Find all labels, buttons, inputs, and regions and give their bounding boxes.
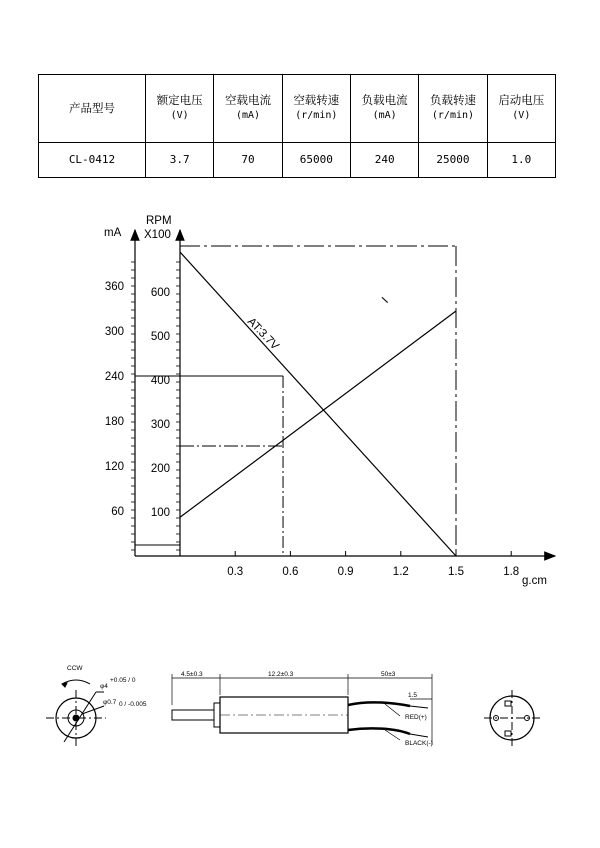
speed-tick-label: 200 (150, 463, 170, 475)
black-lead-label: BLACK(-) (405, 740, 433, 747)
dim-shaft-inner-tol: 0 / -0.005 (119, 701, 147, 708)
torque-tick-label: 0.3 (227, 566, 244, 578)
dim-strip-length: 1.5 (408, 692, 418, 699)
dim-body-length: 12.2±0.3 (268, 671, 294, 678)
speed-tick-label: 600 (150, 287, 170, 299)
value-start-voltage: 1.0 (487, 142, 555, 177)
torque-tick-label: 1.5 (448, 566, 464, 578)
header-rated-voltage: 额定电压 (V) (146, 75, 214, 143)
value-noload-current: 70 (214, 142, 282, 177)
rear-view (484, 690, 540, 746)
header-noload-speed: 空载转速 (r/min) (282, 75, 350, 143)
speed-tick-label: 400 (150, 375, 170, 387)
torque-tick-label: 1.8 (503, 566, 520, 578)
chart-marks (105, 252, 519, 578)
black-lead-strip (410, 734, 428, 737)
side-view (172, 674, 432, 745)
front-view (46, 680, 106, 746)
speed-series-line (180, 252, 456, 556)
torque-axis-label: g.cm (522, 575, 547, 587)
current-tick-label: 240 (104, 371, 124, 383)
performance-chart (104, 215, 555, 587)
header-model: 产品型号 (39, 75, 146, 143)
header-start-voltage: 启动电压 (V) (487, 75, 555, 143)
dim-shaft-outer: φ4 (100, 683, 108, 690)
current-tick-label: 360 (104, 281, 124, 293)
current-tick-label: 120 (104, 461, 124, 473)
current-tick-label: 60 (111, 506, 124, 518)
header-noload-current: 空载电流 (mA) (214, 75, 282, 143)
ccw-arrow-icon (62, 683, 67, 687)
dim-shaft-length: 4.5±0.3 (181, 671, 203, 678)
ccw-label: CCW (67, 665, 83, 672)
current-series-line (180, 311, 456, 517)
speed-tick-label: 500 (150, 331, 170, 343)
torque-tick-label: 0.6 (282, 566, 299, 578)
value-load-current: 240 (350, 142, 418, 177)
value-noload-speed: 65000 (282, 142, 350, 177)
current-tick-label: 300 (104, 326, 124, 338)
terminal-bottom (505, 731, 511, 736)
current-tick-label: 180 (104, 416, 124, 428)
speed-tick-label: 100 (150, 507, 170, 519)
header-load-current: 负载电流 (mA) (350, 75, 418, 143)
terminal-top (505, 701, 511, 706)
black-lead-wire (348, 728, 410, 734)
value-rated-voltage: 3.7 (146, 142, 214, 177)
motor-drawing (46, 674, 540, 746)
torque-tick-label: 0.9 (337, 566, 354, 578)
current-series-label: I (379, 295, 392, 306)
red-lead-label: RED(+) (405, 714, 427, 721)
current-axis-label: mA (104, 227, 122, 239)
speed-series-label: AT:3.7V (244, 315, 281, 353)
red-lead-wire (348, 702, 410, 706)
value-load-speed: 25000 (419, 142, 487, 177)
red-leader (385, 704, 400, 716)
value-model: CL-0412 (39, 142, 146, 177)
shaft-collar (214, 703, 220, 727)
torque-tick-label: 1.2 (392, 566, 409, 578)
header-load-speed: 负载转速 (r/min) (419, 75, 487, 143)
drawing-labels (67, 665, 433, 747)
dim-lead-length: 50±3 (381, 671, 396, 678)
speed-axis-scale: X100 (144, 229, 171, 241)
dim-shaft-outer-tol: +0.05 / 0 (110, 677, 136, 684)
dim-shaft-inner: φ0.7 (103, 699, 117, 706)
motor-shaft (172, 710, 214, 720)
speed-axis-unit: RPM (146, 215, 172, 227)
speed-tick-label: 300 (150, 419, 170, 431)
red-lead-strip (410, 706, 428, 708)
